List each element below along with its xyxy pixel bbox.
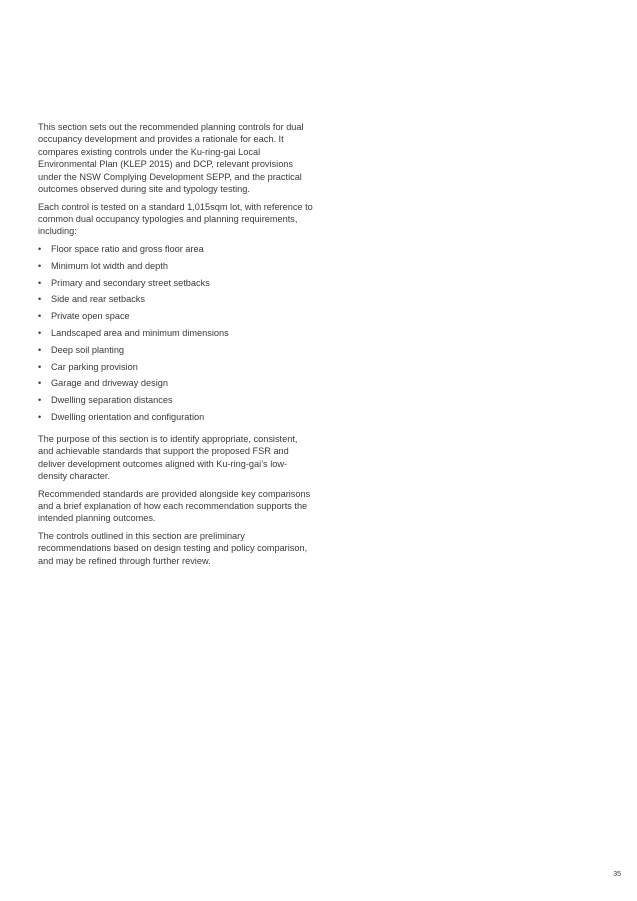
bullet-icon: • (38, 344, 42, 355)
page-number: 35 (613, 871, 621, 878)
closing-paragraph-2: Recommended standards are provided alongside key comparisons and a brief explanation of how each recommendation supports the intended planning outcomes. (38, 488, 311, 524)
bullet-icon: • (38, 412, 42, 422)
bullet-icon: • (38, 328, 42, 339)
list-item (38, 277, 313, 294)
list-item-text: Dwelling orientation and configuration (51, 412, 205, 422)
list-item-text: Minimum lot width and depth (51, 260, 168, 271)
closing-paragraph-1: The purpose of this section is to identify appropriate, consistent, and achievable standards that support the proposed FSR and deliver development outcomes aligned with Ku-ring-gai’s low-density character. (38, 433, 298, 482)
list-item (38, 344, 313, 361)
list-item-text: Primary and secondary street setbacks (51, 277, 210, 288)
bullet-icon: • (38, 361, 42, 372)
controls-list (38, 243, 313, 428)
intro-paragraph-1: This section sets out the recommended planning controls for dual occupancy development and provides a rationale for each. It compares existing controls under the Ku-ring-gai Local Environmental Plan (KLEP 2015) and DCP, relevant provisions under the NSW Complying Development SEPP, and the practical outcomes observed during site and typology testing. (38, 122, 304, 195)
list-item-text: Floor space ratio and gross floor area (51, 244, 204, 255)
list-item (38, 243, 313, 260)
closing-paragraph-3: The controls outlined in this section are preliminary recommendations based on design testing and policy comparison, and may be refined through further review. (38, 531, 308, 566)
bullet-icon: • (38, 294, 42, 305)
list-item (38, 361, 313, 378)
bullet-icon: • (38, 244, 42, 255)
list-item (38, 327, 313, 344)
list-item (38, 377, 313, 394)
bullet-icon: • (38, 311, 42, 322)
bullet-icon: • (38, 277, 42, 288)
list-item (38, 310, 313, 327)
list-item-text: Car parking provision (51, 361, 138, 372)
list-item (38, 411, 313, 428)
list-item-text: Landscaped area and minimum dimensions (51, 328, 229, 339)
bullet-icon: • (38, 378, 42, 389)
list-item-text: Side and rear setbacks (51, 294, 145, 305)
list-item-text: Private open space (51, 311, 130, 322)
bullet-icon: • (38, 395, 42, 406)
list-item-text: Deep soil planting (51, 344, 125, 355)
section-body (38, 121, 313, 572)
list-item (38, 394, 313, 411)
list-item-text: Garage and driveway design (51, 378, 168, 389)
intro-paragraph-2: Each control is tested on a standard 1,015sqm lot, with reference to common dual occupancy typologies and planning requirements, including: (38, 201, 313, 237)
list-item-text: Dwelling separation distances (51, 395, 173, 406)
list-item (38, 260, 313, 277)
bullet-icon: • (38, 260, 42, 271)
list-item (38, 293, 313, 310)
